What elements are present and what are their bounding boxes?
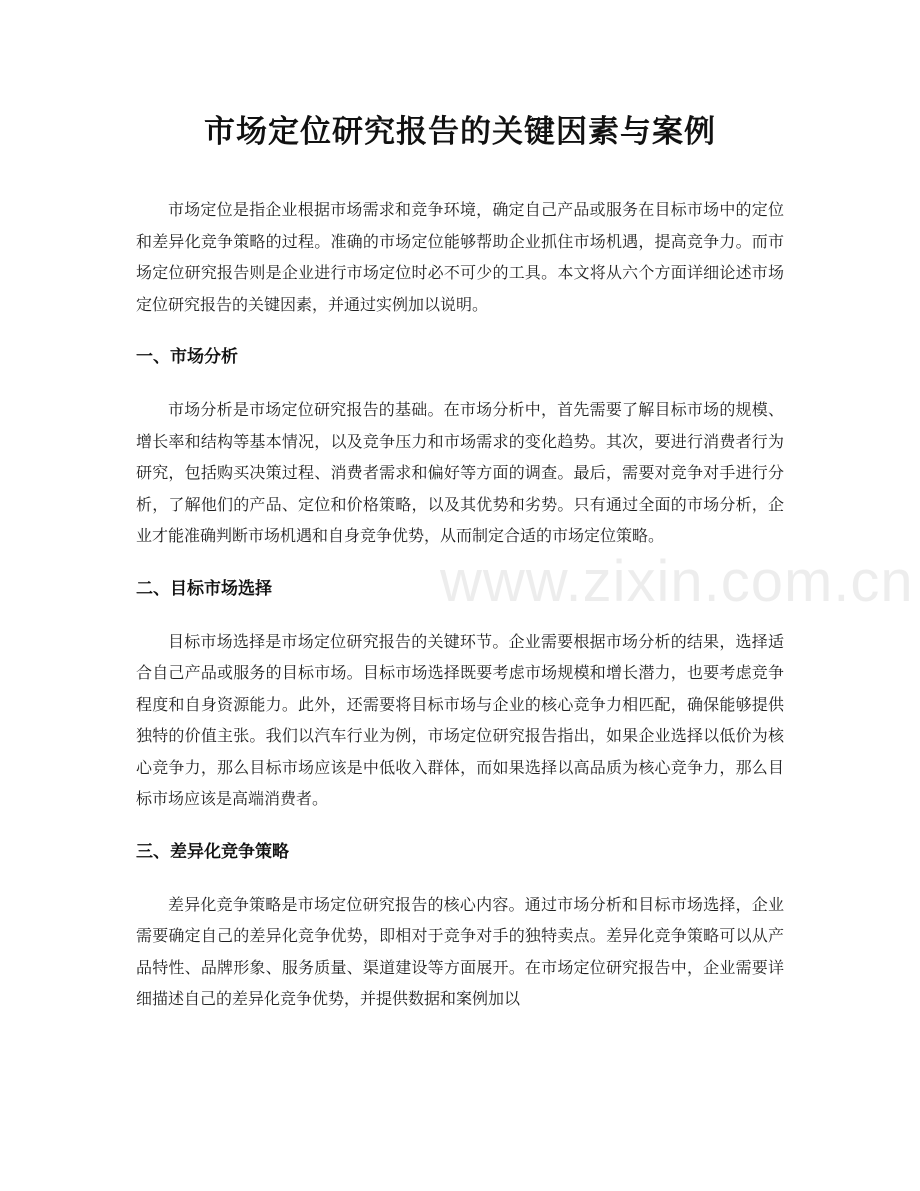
intro-paragraph: 市场定位是指企业根据市场需求和竞争环境，确定自己产品或服务在目标市场中的定位和差异化竞争策略的过程。准确的市场定位能够帮助企业抓住市场机遇，提高竞争力。而市场定位研究报告则是企业进行市场定位时必不可少的工具。本文将从六个方面详细论述市场定位研究报告的关键因素，并通过实例加以说明。 (136, 200, 784, 314)
section-body-target-market: 目标市场选择是市场定位研究报告的关键环节。企业需要根据市场分析的结果，选择适合自己产品或服务的目标市场。目标市场选择既要考虑市场规模和增长潜力，也要考虑竞争程度和自身资源能力。此外，还需要将目标市场与企业的核心竞争力相匹配，确保能够提供独特的价值主张。我们以汽车行业为例，市场定位研究报告指出，如果企业选择以低价为核心竞争力，那么目标市场应该是中低收入群体，而如果选择以高品质为核心竞争力，那么目标市场应该是高端消费者。 (136, 631, 784, 808)
section-heading-target-market: 二、目标市场选择 (136, 578, 272, 599)
section-body-market-analysis: 市场分析是市场定位研究报告的基础。在市场分析中，首先需要了解目标市场的规模、增长率和结构等基本情况，以及竞争压力和市场需求的变化趋势。其次，要进行消费者行为研究，包括购买决策过程、消费者需求和偏好等方面的调查。最后，需要对竞争对手进行分析，了解他们的产品、定位和价格策略，以及其优势和劣势。只有通过全面的市场分析，企业才能准确判断市场机遇和自身竞争优势，从而制定合适的市场定位策略。 (136, 400, 784, 545)
document-title: 市场定位研究报告的关键因素与案例 (204, 114, 716, 150)
section-body-differentiation: 差异化竞争策略是市场定位研究报告的核心内容。通过市场分析和目标市场选择，企业需要确定自己的差异化竞争优势，即相对于竞争对手的独特卖点。差异化竞争策略可以从产品特性、品牌形象、服务质量、渠道建设等方面展开。在市场定位研究报告中，企业需要详细描述自己的差异化竞争优势，并提供数据和案例加以 (136, 894, 784, 1008)
watermark-text: www.zixin.com.cn (440, 549, 914, 614)
section-heading-differentiation: 三、差异化竞争策略 (136, 841, 289, 862)
section-heading-market-analysis: 一、市场分析 (136, 347, 238, 367)
